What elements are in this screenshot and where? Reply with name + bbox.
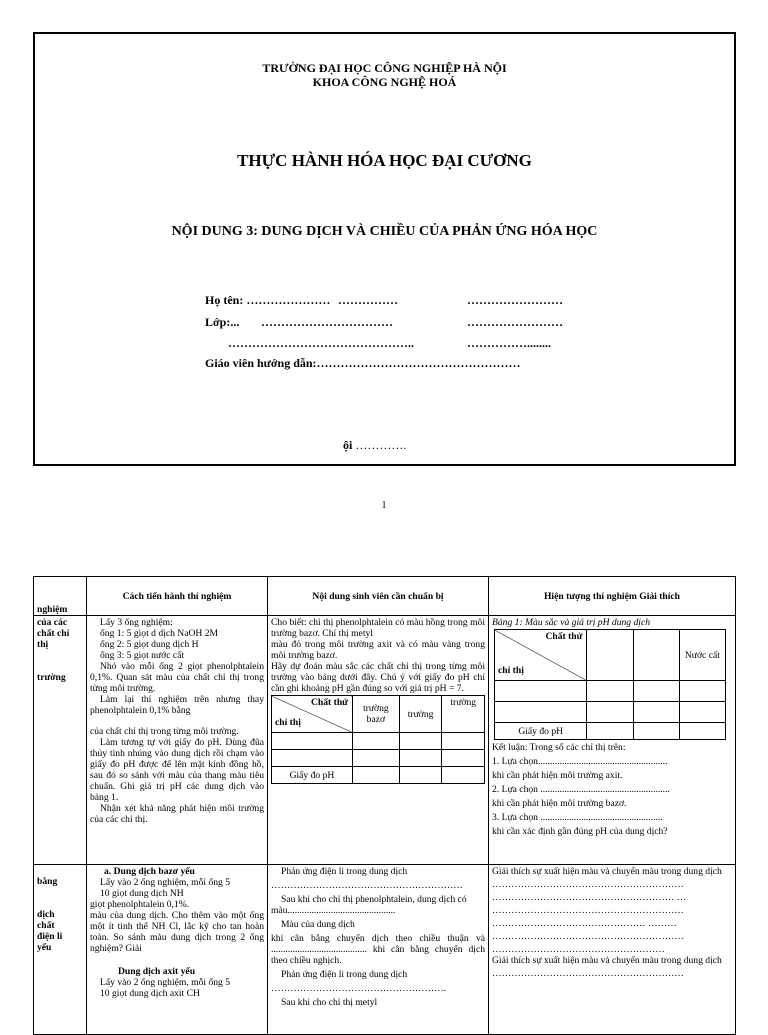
- procedure-line: của chất chỉ thị trong từng môi trường.: [90, 726, 239, 737]
- procedure-line: Lấy vào 2 ống nghiệm, mỗi ống 5: [100, 877, 231, 888]
- observation-cell: [633, 723, 679, 740]
- observation-line: ………………………………………… ………: [492, 918, 677, 929]
- observation-corner-cell: [495, 630, 587, 681]
- observation-cell: [633, 702, 679, 723]
- place-line: [343, 438, 406, 453]
- observation-col-water: Nước cất: [679, 630, 725, 681]
- line3-dots-2: ……………........: [467, 336, 551, 350]
- faculty-name: KHOA CÔNG NGHỆ HOÁ: [312, 75, 457, 89]
- header-observation: Hiện tượng thí nghiệm Giải thích: [489, 577, 736, 616]
- procedure-line: Nhỏ vào mỗi ống 2 giọt phenolphtalein 0,1%. Quan sát màu của chất chỉ thị trong từng môi trường.: [90, 661, 264, 694]
- prediction-col-b: trường: [399, 696, 442, 733]
- procedure-line: giọt phenolphtalein 0,1%.: [90, 899, 190, 910]
- observation-line: ……………………………………………………: [492, 931, 684, 942]
- procedure-line: 10 giọt dung dịch NH: [100, 888, 184, 899]
- observation-cell: [587, 630, 633, 681]
- observation-cell: [495, 681, 587, 702]
- cover-box: [33, 32, 736, 466]
- place-bold: ội: [343, 438, 353, 452]
- corner-bottom-label: chỉ thị: [498, 665, 524, 676]
- prediction-cell: [399, 767, 442, 784]
- observation-cell: [587, 702, 633, 723]
- procedure-line: Lấy 3 ống nghiệm:: [100, 617, 173, 628]
- prep-line: Sau khi cho chỉ thị metyl: [281, 997, 378, 1008]
- experiment-1-procedure: [87, 616, 268, 865]
- label-line: dịch: [37, 909, 55, 920]
- prediction-corner-cell: [272, 696, 353, 733]
- prep-line: Màu của dung dịch: [281, 919, 355, 930]
- name-field: Họ tên: …………………: [205, 293, 331, 307]
- procedure-line: ống 1: 5 giọt d dịch NaOH 2M: [100, 628, 219, 639]
- corner-top-label: Chất thử: [545, 631, 583, 642]
- corner-top-label: Chất thử: [310, 697, 348, 708]
- prediction-cell: [442, 733, 485, 750]
- prediction-ph-paper: Giấy đo pH: [272, 767, 353, 784]
- conclusion-line: 3. Lựa chọn ...................................................: [492, 812, 663, 823]
- procedure-gap: [90, 954, 264, 966]
- header-preparation: Nội dung sinh viên cần chuẩn bị: [268, 577, 489, 616]
- procedure-line: Nhận xét khả năng phát hiện môi trường của các chỉ thị.: [90, 803, 264, 825]
- prep-line: ……………………………………………….: [271, 983, 447, 994]
- experiment-1-label: [34, 616, 87, 865]
- prediction-cell: [352, 750, 399, 767]
- observation-cell: [679, 723, 725, 740]
- line3-dots-1: ………………………………………..: [228, 336, 414, 350]
- observation-table: [494, 629, 726, 740]
- place-dots: ………….: [352, 438, 407, 452]
- table-row: [34, 865, 736, 1035]
- prediction-cell: [352, 767, 399, 784]
- content-title: NỘI DUNG 3: DUNG DỊCH VÀ CHIỀU CỦA PHẢN ỨNG HÓA HỌC: [171, 224, 598, 239]
- experiment-2-preparation: [268, 865, 489, 1035]
- observation-cell: [587, 681, 633, 702]
- observation-cell: [633, 630, 679, 681]
- conclusion-line: khi cần xác định gần đúng pH của dung dịch?: [492, 826, 668, 837]
- class-field: Lớp:...: [205, 315, 240, 329]
- label-gap: [37, 887, 83, 909]
- observation-line: ……………………………………………………: [492, 968, 684, 979]
- observation-cell: [633, 681, 679, 702]
- page-number: 1: [381, 500, 387, 511]
- conclusion-line: Kết luận: Trong số các chỉ thị trên:: [492, 742, 626, 753]
- procedure-line: Làm tương tự với giấy đo pH. Dùng đũa thủy tinh nhúng vào dung dịch rồi chạm vào giấy đo pH được để lên mặt kính đồng hồ, sau đó so sánh với màu của thang màu tiêu chuẩn. Ghi giá trị pH các dung dịch vào bảng 1.: [90, 737, 264, 803]
- prediction-col-a: trường bazơ: [352, 696, 399, 733]
- label-line: thị: [37, 639, 49, 650]
- prep-line: Phản ứng điện li trong dung dịch: [281, 866, 408, 877]
- experiment-2-procedure: [87, 865, 268, 1035]
- label-line: yếu: [37, 942, 52, 953]
- class-dots-3: ……………………: [467, 315, 563, 329]
- class-dots-2: ……………………………: [261, 315, 393, 329]
- prep-line: Phản ứng điện li trong dung dịch: [281, 969, 408, 980]
- header-experiment: nghiệm: [34, 577, 87, 616]
- procedure-line: ống 2: 5 giọt dung dịch H: [100, 639, 199, 650]
- prep-line: ……………………………………………………: [271, 880, 463, 891]
- observation-cell: [587, 723, 633, 740]
- procedure-gap: [90, 716, 264, 726]
- observation-cell: [679, 702, 725, 723]
- subject-title: THỰC HÀNH HÓA HỌC ĐẠI CƯƠNG: [237, 151, 532, 170]
- header-procedure: Cách tiến hành thí nghiệm: [87, 577, 268, 616]
- table-row: [34, 616, 736, 865]
- observation-table-caption: Bảng 1: Màu sắc và giá trị pH dung dịch: [492, 617, 651, 628]
- name-dots-2: ……………: [338, 293, 398, 307]
- label-line: trường: [37, 672, 66, 683]
- name-dots-3: ……………………: [467, 293, 563, 307]
- part-a-title: a. Dung dịch bazơ yếu: [104, 866, 195, 877]
- label-line: chất chỉ: [37, 628, 70, 639]
- observation-line: ………………………………………………… …: [492, 892, 687, 903]
- experiment-1-observation: [489, 616, 736, 865]
- prediction-cell: [399, 733, 442, 750]
- university-name: TRƯỜNG ĐẠI HỌC CÔNG NGHIỆP HÀ NỘI: [262, 61, 507, 75]
- label-line: bằng: [37, 876, 58, 887]
- prediction-col-c: trường: [442, 696, 485, 733]
- prep-line: Cho biết: chỉ thị phenolphtalein có màu hồng trong môi trường bazơ. Chỉ thị metyl: [271, 617, 485, 639]
- prep-line: Sau khi cho chỉ thị phenolphtalein, dung dịch có màu.............................................: [271, 894, 467, 916]
- teacher-field: Giáo viên hướng dẫn:……………………………………………: [205, 356, 521, 370]
- observation-line: ……………………………………………………: [492, 905, 684, 916]
- observation-cell: [495, 702, 587, 723]
- procedure-line: màu của dung dịch. Cho thêm vào một ống một ít tinh thể NH Cl, lắc kỹ cho tan hoàn toàn. So sánh màu dung dịch trong 2 ống nghiệm? Giải: [90, 910, 264, 954]
- label-line: của các: [37, 617, 68, 628]
- experiment-1-preparation: [268, 616, 489, 865]
- experiment-2-observation: [489, 865, 736, 1035]
- label-gap: [37, 866, 83, 876]
- prediction-cell: [352, 733, 399, 750]
- observation-ph-paper: Giấy đo pH: [495, 723, 587, 740]
- conclusion-line: 2. Lựa chọn ......................................................: [492, 784, 670, 795]
- experiment-table: [33, 576, 736, 1035]
- observation-line: ……………………………………………………: [492, 879, 684, 890]
- label-gap: [37, 650, 83, 672]
- prep-line: Hãy dự đoán màu sắc các chất chỉ thị trong từng môi trường vào bảng dưới đây. Chú ý với giấy đo pH chỉ cần ghi khoảng pH gần đúng so với giá trị pH = 7.: [271, 661, 485, 694]
- observation-line: Giải thích sự xuất hiện màu và chuyển màu trong dung dịch: [492, 866, 722, 877]
- procedure-line: 10 giọt dung dịch axit CH: [100, 988, 200, 999]
- prediction-table: [271, 695, 485, 784]
- conclusion-line: khi cần phát hiện môi trường bazơ.: [492, 798, 627, 809]
- prep-line: màu đỏ trong môi trường axit và có màu vàng trong môi trường bazơ.: [271, 639, 485, 661]
- prediction-cell: [399, 750, 442, 767]
- corner-bottom-label: chỉ thị: [275, 717, 301, 728]
- procedure-line: Làm lại thí nghiệm trên nhưng thay phenolphtalein 0,1% bằng: [90, 694, 264, 716]
- label-line: điện li: [37, 931, 63, 942]
- label-line: chất: [37, 920, 55, 931]
- observation-line: ………………………………………………: [492, 944, 665, 955]
- prediction-cell: [272, 733, 353, 750]
- conclusion-line: khi cần phát hiện môi trường axit.: [492, 770, 623, 781]
- observation-cell: [679, 681, 725, 702]
- prep-line: khi cân bằng chuyển dịch theo chiều thuận và ........................................ khi cân bằng chuyển dịch theo chiều nghịch.: [271, 933, 485, 966]
- part-b-title: Dung dịch axit yếu: [118, 966, 196, 977]
- prediction-cell: [442, 750, 485, 767]
- procedure-line: ống 3: 5 giọt nước cất: [100, 650, 185, 661]
- observation-line: Giải thích sự xuất hiện màu và chuyển màu trong dung dịch: [492, 955, 722, 966]
- experiment-2-label: [34, 865, 87, 1035]
- prediction-cell: [442, 767, 485, 784]
- conclusion-line: 1. Lựa chọn......................................................: [492, 756, 668, 767]
- procedure-line: Lấy vào 2 ống nghiệm, mỗi ống 5: [100, 977, 231, 988]
- prediction-cell: [272, 750, 353, 767]
- table-header-row: [34, 577, 736, 616]
- university-header: [35, 61, 734, 89]
